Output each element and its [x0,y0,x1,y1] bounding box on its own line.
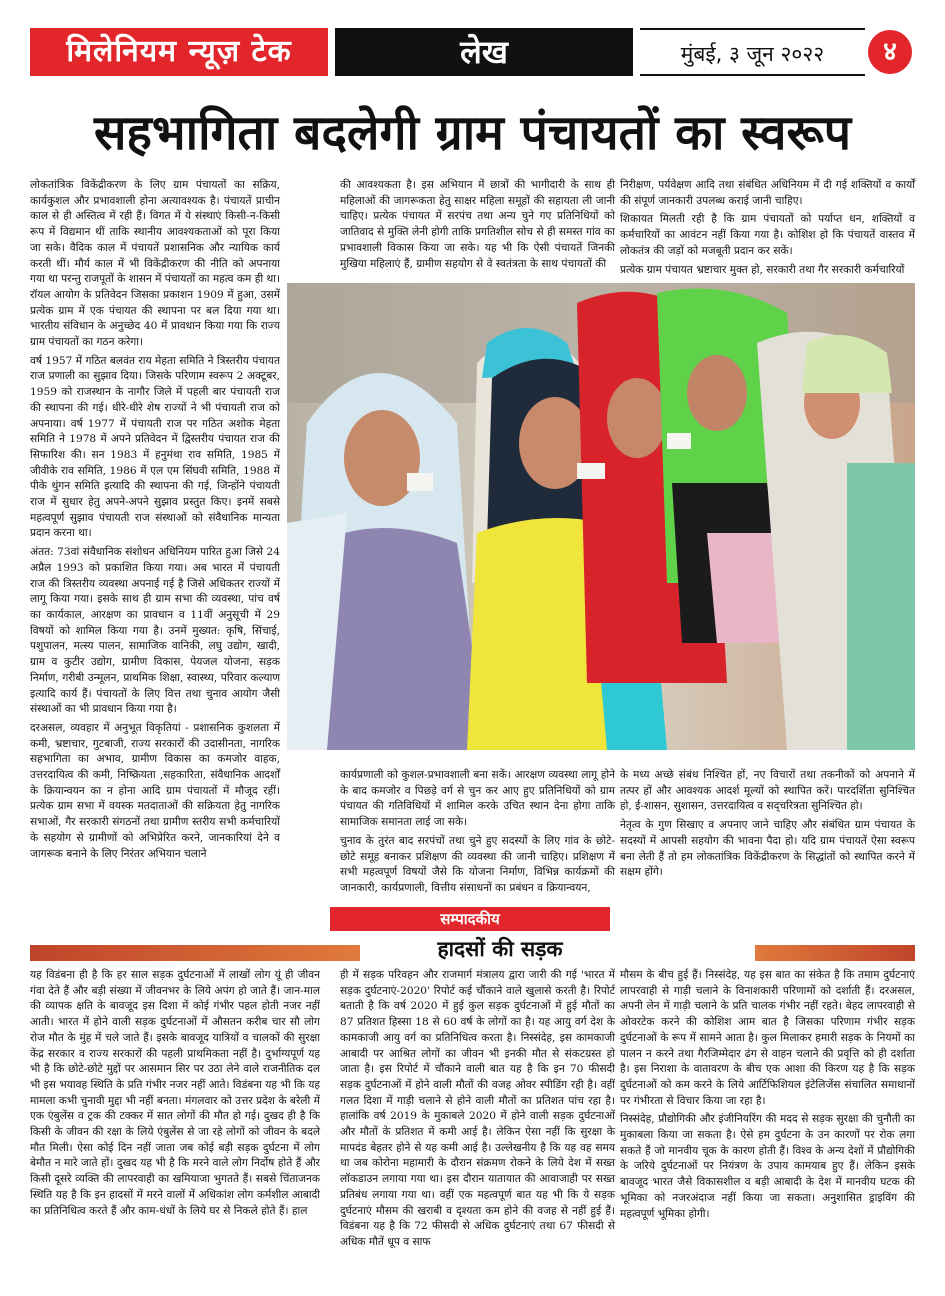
editorial-column-2 [340,968,615,1254]
editorial-column-1 [30,968,320,1222]
paragraph: चुनाव के तुरंत बाद सरपंचों तथा चुने हुए सदस्यों के लिए गांव के छोटे-छोटे समूह बनाकर प्रशिक्षण की व्यवस्था की जानी चाहिए। प्रशिक्षण में सभी महत्वपूर्ण विषयों जैसे कि योजना निर्माण, विभिन्न कार्यक्रमों की जानकारी, कार्यप्रणाली, वित्तीय संसाधनों का प्रबंधन व क्रियान्वयन, [340,834,615,894]
paragraph: लोकतांत्रिक विकेंद्रीकरण के लिए ग्राम पंचायतों का सक्रिय, कार्यकुशल और प्रभावशाली होना अत्यावश्यक है। पंचायतें प्राचीन काल से ही अस्तित्व में रही हैं। विगत में ये संस्थाएं किसी-न-किसी रूप में विद्यमान थीं ताकि स्थानीय आवश्यकताओं को पूरा किया जा सके। वैदिक काल में पंचायतें प्रशासनिक और न्यायिक कार्य करती थीं। मौर्य काल में भी विकेंद्रीकरण की नीति को अपनाया गया था परन्तु राजपूतों के शासन में पंचायतों का महत्व कम ही था। रॉयल आयोग के प्रतिवेदन जिसका प्रकाशन 1909 में हुआ, उसमें प्रत्येक ग्राम में एक पंचायत की स्थापना पर बल दिया गया था। भारतीय संविधान के अनुच्छेद 40 में प्रावधान किया गया कि राज्य ग्राम पंचायतों का गठन करेगा। [30,179,280,349]
paragraph: निस्संदेह, प्रौद्योगिकी और इंजीनियरिंग की मदद से सड़क सुरक्षा की चुनौती का मुकाबला किया जा सकता है। ऐसे हम दुर्घटना के उन कारणों पर रोक लगा सकते हैं जो मानवीय चूक के कारण होती हैं। विश्व के अन्य देशों में प्रौद्योगिकी के जरिये दुर्घटनाओं पर नियंत्रण के उपाय कामयाब हुए हैं। लेकिन इसके बावजूद भारत जैसे विकासशील व बड़ी आबादी के देश में मानवीय घटक की भूमिका को नजरअंदाज नहीं किया जा सकता। अनुशासित ड्राइविंग की महत्वपूर्ण भूमिका होगी। [620,1113,915,1220]
paragraph: के मध्य अच्छे संबंध निश्चित हों, नए विचारों तथा तकनीकों को अपनाने में तत्पर हों और आवश्यक आदर्श मूल्यों को स्थापित करें। पारदर्शिता सुनिश्चित हो, ई-शासन, सुशासन, उत्तरदायित्व व सद्चरित्रता सुनिश्चित हो। [620,769,915,813]
women-voters-photo [287,283,915,750]
editorial-label: सम्पादकीय [330,907,610,931]
paragraph: यह विडंबना ही है कि हर साल सड़क दुर्घटनाओं में लाखों लोग यूं ही जीवन गंवा देते हैं और बड़ी संख्या में जीवनभर के लिये अपंग हो जाते हैं। जान-माल की व्यापक क्षति के बावजूद इस दिशा में कोई गंभीर पहल होती नजर नहीं आती। भारत में होने वाली सड़क दुर्घटनाओं में औसतन करीब चार सौ लोग रोज मौत के मुंह में चले जाते हैं। इसके बावजूद यात्रियों व चालकों की सुरक्षा केंद्र सरकार व राज्य सरकारों की पहली प्राथमिकता नहीं है। दुर्भाग्यपूर्ण यह भी है कि छोटे-छोटे मुद्दों पर आसमान सिर पर उठा लेने वाले राजनीतिक दल भी इस भयावह स्थिति के प्रति गंभीर नजर नहीं आते। विडंबना यह भी कि यह मामला कभी चुनावी मुद्दा भी नहीं बनता। मंगलवार को उत्तर प्रदेश के बरेली में एक एंबुलेंस व ट्रक की टक्कर में सात लोगों की मौत हो गई। दुखद ही है कि किसी के जीवन की रक्षा के लिये एंबुलेंस से जा रहे लोगों को जीवन के बदले मौत मिली। ऐसा कोई दिन नहीं जाता जब कोई बड़ी सड़क दुर्घटना में लोग बेमौत न मारे जाते हों। दुखद यह भी है कि मरने वाले लोग निर्दोष होते हैं और किसी दूसरे व्यक्ति की लापरवाही का खमियाजा भुगतते हैं। सबसे चिंताजनक स्थिति यह है कि इन हादसों में मरने वालों में अधिकांश लोग कर्मशील आबादी का प्रतिनिधित्व करते हैं और काम-धंधों के लिये घर से निकले होते हैं। हाल [30,969,320,1217]
decorative-bar-left [30,945,360,961]
paragraph: कार्यप्रणाली को कुशल-प्रभावशाली बना सकें। आरक्षण व्यवस्था लागू होने के बाद कमजोर व पिछड़े वर्ग से चुन कर आए हुए प्रतिनिधियों को ग्राम पंचायत की गतिविधियों में शामिल करके उचित स्थान देना होगा ताकि सामाजिक समानता लाई जा सके। [340,769,615,829]
paragraph: प्रत्येक ग्राम पंचायत भ्रष्टाचार मुक्त हो, सरकारी तथा गैर सरकारी कर्मचारियों [620,263,905,276]
article-headline: सहभागिता बदलेगी ग्राम पंचायतों का स्वरूप [93,105,852,161]
paragraph: अंतत: 73वां संवैधानिक संशोधन अधिनियम पारित हुआ जिसे 24 अप्रैल 1993 को प्रकाशित किया गया। अब भारत में पंचायती राज की त्रिस्तरीय व्यवस्था अपनाई गई है जिसे अधिकतर राज्यों में लागू किया गया। इसके साथ ही ग्राम सभा की व्यवस्था, पांच वर्ष का कार्यकाल, आरक्षण का प्रावधान व 11वीं अनुसूची में 29 विषयों को शामिल किया गया है। उनमें मुख्यत: कृषि, सिंचाई, पशुपालन, मत्स्य पालन, सामाजिक वानिकी, लघु उद्योग, खादी, ग्राम व कुटीर उद्योग, ग्रामीण विकास, पेयजल योजना, सड़क निर्माण, गरीबी उन्मूलन, प्राथमिक शिक्षा, स्वास्थ्य, परिवार कल्याण इत्यादि कार्य हैं। पंचायतों के लिए वित्त तथा चुनाव आयोग जैसी संस्थाओं का भी प्रावधान किया गया है। [30,546,280,716]
paragraph: दरअसल, व्यवहार में अनुभूत विकृतियां - प्रशासनिक कुशलता में कमी, भ्रष्टाचार, गुटबाजी, राज्य सरकारों की उदासीनता, नागरिक सहभागिता का अभाव, ग्रामीण विकास का कमजोर वाहक, उत्तरदायित्व की कमी, निष्क्रियता ,सहकारिता, संवैधानिक आदर्शों के क्रियान्वयन का न होना आदि ग्राम पंचायतों में मौजूद रहीं। प्रत्येक ग्राम सभा में वयस्क मतदाताओं की सक्रियता हेतु नागरिक सभाओं, गैर सरकारी संगठनों तथा ग्रामीण स्तरीय सभी कर्मचारियों के सहयोग से ग्रामीणों को अभिप्रेरित करने, जानकारियां देने व जागरूक बनाने के लिए निरंतर अभियान चलाने [30,721,280,860]
page-number: ४ [868,30,912,74]
editorial-title-row [30,935,915,961]
editorial-title: हादसों की सड़क [437,937,563,961]
article-column-1 [30,178,280,865]
paragraph: मौसम के बीच हुई हैं। निस्संदेह, यह इस बात का संकेत है कि तमाम दुर्घटनाएं लापरवाही से गाड़ी चलाने के विनाशकारी परिणामों को दर्शाती हैं। दरअसल, अपनी लेन में गाड़ी चलाने के प्रति चालक गंभीर नहीं रहते। बेहद लापरवाही से ओवरटेक करने की कोशिश आम बात है जिसका परिणाम गंभीर सड़क दुर्घटनाओं के रूप में सामने आता है। कुल मिलाकर हमारी सड़क के नियमों का पालन न करने तथा गैरजिम्मेदार ढंग से वाहन चलाने की प्रवृत्ति को ही दर्शाता है। इस निराशा के वातावरण के बीच एक आशा की किरण यह है कि सड़क दुर्घटनाओं को कम करने के लिये आर्टिफिशियल इंटेलिजेंस संचालित समाधानों पर गंभीरता से विचार किया जा रहा है। [620,969,915,1107]
article-column-2-top [340,178,615,275]
paragraph: ही में सड़क परिवहन और राजमार्ग मंत्रालय द्वारा जारी की गई 'भारत में सड़क दुर्घटनाएं-2020' रिपोर्ट कई चौंकाने वाले खुलासे करती है। रिपोर्ट बताती है कि वर्ष 2020 में हुई कुल सड़क दुर्घटनाओं में हुई मौतों का 87 प्रतिशत हिस्सा 18 से 60 वर्ष के लोगों का है। यह आयु वर्ग देश के कामकाजी आयु वर्ग का प्रतिनिधित्व करता है। निस्संदेह, इस कामकाजी आबादी पर आश्रित लोगों का जीवन भी इनकी मौत से संकटग्रस्त हो जाता है। इस रिपोर्ट में चौंकाने वाली बात यह है कि इन 70 फीसदी सड़क दुर्घटनाओं में होने वाली मौतों की वजह ओवर स्पीडिंग रही है। वहीं गलत दिशा में गाड़ी चलाने से होने वाली मौतों का प्रतिशत पांच रहा है। हालांकि वर्ष 2019 के मुकाबले 2020 में होने वाली सड़क दुर्घटनाओं और मौतों के प्रतिशत में कमी आई है। लेकिन ऐसा नहीं कि सुरक्षा के मापदंड बेहतर होने से यह कमी आई है। उल्लेखनीय है कि यह वह समय था जब कोरोना महामारी के दौरान संक्रमण रोकने के लिये देश में सख्त लॉकडाउन लगाया गया था। इस दौरान यातायात की आवाजाही पर सख्त प्रतिबंध लगाया गया था। वहीं एक महत्वपूर्ण बात यह भी कि ये सड़क दुर्घटनाएं मौसम की खराबी व दृश्यता कम होने की वजह से नहीं हुई हैं। विडंबना यह है कि 72 फीसदी से अधिक दुर्घटनाएं तथा 67 फीसदी से अधिक मौतें धूप व साफ [340,969,615,1248]
masthead [30,28,915,78]
editorial-column-3 [620,968,915,1225]
publication-name: मिलेनियम न्यूज़ टेक [30,28,328,76]
dateline: मुंबई, ३ जून २०२२ [640,28,865,76]
paragraph: शिकायत मिलती रही है कि ग्राम पंचायतों को पर्याप्त धन, शक्तियों व कर्मचारियों का आवंटन नहीं किया गया है। कोशिश हो कि पंचायतें वास्तव में लोकतंत्र की जड़ों को मजबूती प्रदान कर सकें। [620,213,915,257]
photo-illustration [287,283,915,750]
paragraph: की आवश्यकता है। इस अभियान में छात्रों की भागीदारी के साथ ही महिलाओं की जागरूकता हेतु साक्षर महिला समूहों की सहायता ली जानी चाहिए। प्रत्येक पंचायत में सरपंच तथा अन्य चुने गए प्रतिनिधियों को जातिवाद से मुक्ति लेनी होगी ताकि प्रगतिशील सोच से ही समस्त गांव का प्रभावशाली विकास किया जा सके। यह भी कि ऐसी पंचायतें जिनकी मुखिया महिलाएं हैं, ग्रामीण सहयोग से वे स्वतंत्रता के साथ पंचायतों की [340,179,615,270]
section-label: लेख [335,28,633,76]
paragraph: निरीक्षण, पर्यवेक्षण आदि तथा संबंधित अधिनियम में दी गई शक्तियों व कार्यों की संपूर्ण जानकारी उपलब्ध कराई जानी चाहिए। [620,179,915,207]
article-column-3-bottom [620,768,915,884]
paragraph: नेतृत्व के गुण सिखाए व अपनाए जाने चाहिए और संबंधित ग्राम पंचायत के सदस्यों में आपसी सहयोग की भावना पैदा हो। यदि ग्राम पंचायतें ऐसा स्वरूप बना लेती हैं तो हम लोकतांत्रिक विकेंद्रीकरण के सिद्धांतों को स्थापित करने में सक्षम होंगे। [620,819,915,879]
decorative-bar-right [755,945,915,961]
article-column-3-top [620,178,915,281]
article-column-2-bottom [340,768,615,900]
paragraph: वर्ष 1957 में गठित बलवंत राय मेहता समिति ने त्रिस्तरीय पंचायत राज प्रणाली का सुझाव दिया। जिसके परिणाम स्वरूप 2 अक्टूबर, 1959 को राजस्थान के नागौर जिले में पहली बार पंचायती राज की स्थापना की गई। धीरे-धीरे शेष राज्यों ने भी पंचायती राज को अपनाया। वर्ष 1977 में पंचायती राज पर गठित अशोक मेहता समिति ने 1978 में अपने प्रतिवेदन में द्विस्तरीय पंचायत राज की सिफारिश की। सन 1983 में हनुमंथा राव समिति, 1985 में जीवीके राव समिति, 1986 में एल एम सिंघवी समिति, 1988 में पीके थुंगन समिति इत्यादि की स्थापना की गई, जिन्होंने पंचायती राज में सुधार हेतु अपने-अपने सुझाव प्रस्तुत किए। इनमें सबसे महत्वपूर्ण सुझाव पंचायती राज संस्थाओं को संवैधानिक मान्यता प्रदान करना था। [30,354,280,540]
